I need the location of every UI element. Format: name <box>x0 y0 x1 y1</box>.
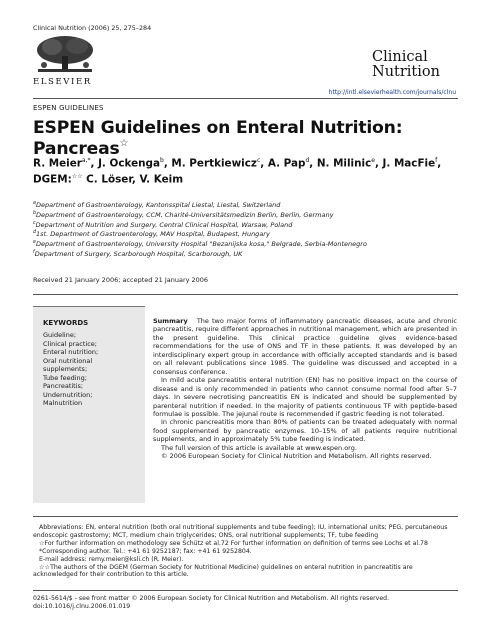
author-name: N. Milinic <box>316 157 372 170</box>
title-footnote-mark[interactable]: ☆ <box>119 138 129 149</box>
author-affil-mark[interactable]: b <box>160 157 164 164</box>
affiliations <box>33 200 463 259</box>
methodology-footnote: ☆For further information on methodology see Schütz et al.72 For further information on definition of terms see Lochs et al.78 <box>39 539 428 547</box>
running-head: Clinical Nutrition (2006) 25, 275–284 <box>33 24 152 32</box>
keywords-list <box>43 331 139 408</box>
author-name: J. Ockenga <box>98 157 161 170</box>
doi-link[interactable]: doi:10.1016/j.clnu.2006.01.019 <box>33 603 131 611</box>
keywords-heading: KEYWORDS <box>43 319 89 327</box>
author-group: DGEM: <box>33 173 72 186</box>
email-footnote: E-mail address: remy.meier@ksli.ch (R. Meier). <box>39 555 184 563</box>
journal-name-line2: Nutrition <box>372 64 440 80</box>
issn-line: 0261-5614/$ - see front matter © 2006 European Society for Clinical Nutrition and Metabolism. All rights reserved. <box>33 595 390 602</box>
header-rule <box>33 98 458 99</box>
dgem-footnote: ☆☆The authors of the DGEM (German Society for Nutritional Medicine) guidelines on enteral nutrition in pancreatitis are acknowledged for their contribution to this article. <box>33 563 413 579</box>
summary-paragraph: In mild acute pancreatitis enteral nutrition (EN) has no positive impact on the course of disease and is only recommended in patients who cannot consume normal food after 5–7 days. In severe necrotising pancreatitis EN is indicated and should be supplemented by parenteral nutrition if needed. In the majority of patients continuous TF with peptide-based formulae is possible. The jejunal route is recommended if gastric feeding is not tolerated. <box>153 376 457 418</box>
summary-paragraph: In chronic pancreatitis more than 80% of patients can be treated adequately with normal food supplemented by pancreatic enzymes. 10–15% of all patients require nutritional supplements, and in approximately 5% tube feeding is indicated. <box>153 418 457 444</box>
journal-url-link[interactable]: http://intl.elsevierhealth.com/journals/clnu <box>328 89 456 96</box>
corresponding-author: *Corresponding author. Tel.: +41 61 9252187; fax: +41 61 9252804. <box>39 547 252 555</box>
keyword-item: supplements; <box>43 365 88 373</box>
article-title <box>33 118 463 159</box>
footnote-rule <box>33 516 458 517</box>
affiliation-line: $^a$Department of Gastroenterology, Kantonsspital Liestal, Liestal, Switzerland <box>33 201 281 210</box>
summary-abstract <box>153 317 457 461</box>
author-affil-mark[interactable]: f <box>435 157 438 164</box>
authors-tail: C. Löser, V. Keim <box>86 173 184 186</box>
summary-label: Summary <box>153 317 188 325</box>
affiliation-line: $^e$Department of Gastroenterology, University Hospital "Bezanijska kosa," Belgrade, Serbia-Montenegro <box>33 240 367 249</box>
footnotes <box>33 524 458 579</box>
keyword-item: Clinical practice; <box>43 339 97 348</box>
journal-name <box>372 50 452 80</box>
journal-name-line1: Clinical <box>372 49 428 65</box>
article-title-text: ESPEN Guidelines on Enteral Nutrition: Pancreas <box>33 118 403 159</box>
keyword-item: Pancreatitis; <box>43 382 84 390</box>
received-dates: Received 21 January 2006; accepted 21 January 2006 <box>33 276 209 284</box>
keyword-item: Tube feeding; <box>43 373 87 382</box>
divider-rule <box>33 294 458 295</box>
author-name: M. Pertkiewicz <box>171 157 257 170</box>
keyword-item: Enteral nutrition; <box>43 348 99 356</box>
footer-rule <box>33 590 458 591</box>
affiliation-line: $^d$1st. Department of Gastroenterology, MAV Hospital, Budapest, Hungary <box>33 230 270 239</box>
keyword-item: Oral nutritional <box>43 356 93 365</box>
keyword-item: Malnutrition <box>43 399 83 407</box>
summary-paragraph: The full version of this article is available at www.espen.org. <box>161 443 357 452</box>
group-footnote-mark[interactable]: ☆☆ <box>71 173 83 181</box>
abbreviations-footnote: Abbreviations: EN, enteral nutrition (both oral nutritional supplements and tube feeding); IU, international units; PEG, percutaneous endoscopic gastrostomy; MCT, medium chain triglycerides; ONS, oral nutritional supplements; TF, tube feeding <box>33 524 448 539</box>
author-affil-mark[interactable]: d <box>305 157 310 164</box>
affiliation-line: $^c$Department of Nutrition and Surgery, Central Clinical Hospital, Warsaw, Poland <box>33 220 293 229</box>
author-affil-mark[interactable]: e <box>371 157 375 164</box>
author-name: J. MacFie <box>382 157 436 170</box>
author-affil-mark[interactable]: c <box>256 157 261 164</box>
publisher-name: ELSEVIER <box>33 77 92 87</box>
affiliation-line: $^b$Department of Gastroenterology, CCM, Charité-Universitätsmedizin Berlin, Berlin, Germany <box>33 210 334 219</box>
author-affil-mark[interactable]: a,* <box>81 157 91 164</box>
section-label: ESPEN GUIDELINES <box>33 104 104 112</box>
keyword-item: Undernutrition; <box>43 390 93 399</box>
author-name: A. Pap <box>267 157 306 170</box>
copyright-line: © 2006 European Society for Clinical Nutrition and Metabolism. All rights reserved. <box>161 452 432 461</box>
keyword-item: Guideline; <box>43 331 77 339</box>
author-list: R. Meier$^{a,*}$, J. Ockenga$^b$, M. Pertkiewicz$^c$, A. Pap$^d$, N. Milinic$^e$, J. MacFie$^f$, DGEM:☆☆ C. Löser, V. Keim <box>33 157 442 186</box>
footer <box>33 595 458 611</box>
author-name: R. Meier <box>33 157 82 170</box>
affiliation-line: $^f$Department of Surgery, Scarborough Hospital, Scarborough, UK <box>33 249 243 258</box>
summary-paragraph: Summary The two major forms of inflammatory pancreatic diseases, acute and chronic pancreatitis, require different approaches in nutritional management, which are presented in the present guideline. This clinical practice guideline gives evidence-based recommendations for the use of ONS and TF in these patients. It was developed by an interdisciplinary expert group in accordance with officially accepted standards and is based on all relevant publications since 1985. The guideline was discussed and accepted in a consensus conference. <box>153 317 457 376</box>
